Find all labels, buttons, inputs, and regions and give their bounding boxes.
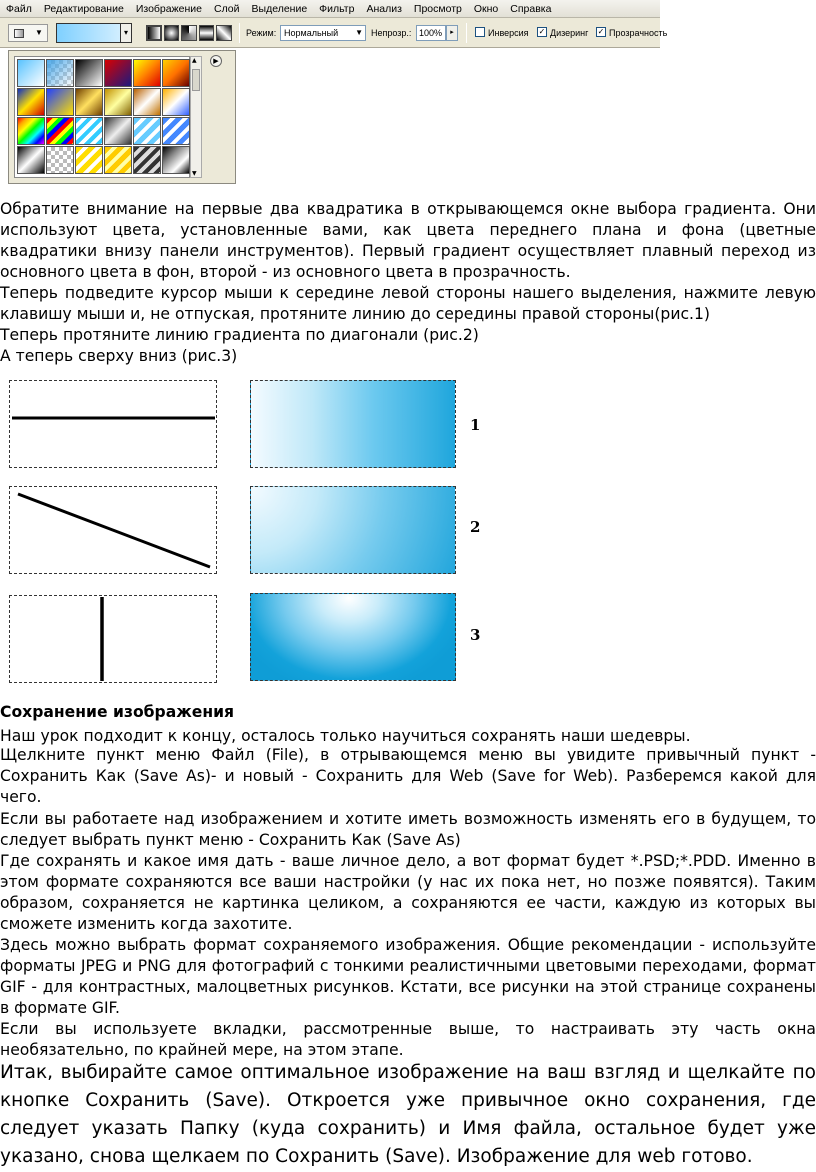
mode-value: Нормальный [284,28,339,38]
linear-gradient-icon[interactable] [146,25,162,41]
opacity-input[interactable]: 100% [416,25,446,41]
figure-3-selection [9,595,217,683]
figure-3-gradient-line [10,596,215,681]
photoshop-screenshot [0,0,668,186]
paragraph-drag-instruction: Теперь подведите курсор мыши к середине левой стороны нашего выделения, нажмите левую клавишу мыши и, не отпуская, протяните линию до середины правой стороны(рис.1) [0,284,816,323]
paragraph-final-save: Итак, выбирайте самое оптимальное изображение на ваш взгляд и щелкайте по кнопке Сохранить (Save). Откроется уже привычное окно сохранения, где следует указать Папку (куда сохранить) и Имя файла, остальное будет уже указано, снова щелкаем по Сохранить (Save). Изображение для web готово. [0,1062,816,1167]
gradient-swatch-grid [14,56,190,178]
gradient-swatch[interactable] [46,59,74,87]
paragraph-psd-format: Где сохранять и какое имя дать - ваше личное дело, а вот формат будет *.PSD;*.PDD. Именно в этом формате сохраняются все ваши настройки (у нас их пока нет, но позже появятся). Таким образом, сохраняется не картинка целиком, а сохраняются ее части, каждую из которых вы сможете изменить когда захотите. [0,852,816,933]
chevron-down-icon: ▼ [35,28,43,37]
opacity-label: Непрозр.: [371,28,412,38]
gradient-swatch[interactable] [46,88,74,116]
figure-1-gradient-line [10,381,215,466]
menu-layer[interactable]: Слой [213,2,240,15]
opacity-stepper[interactable]: ▸ [446,25,458,41]
gradient-swatch[interactable] [75,59,103,87]
angle-gradient-icon[interactable] [181,25,197,41]
gradient-swatch[interactable] [104,59,132,87]
chevron-up-icon[interactable]: ▲ [192,57,197,64]
menu-image[interactable]: Изображение [135,2,202,15]
gradient-swatch[interactable] [162,117,190,145]
transparency-checkbox[interactable]: ✓ [597,27,605,36]
separator [239,23,240,43]
gradient-swatch[interactable] [162,146,190,174]
options-bar [0,18,668,48]
menu-view[interactable]: Просмотр [413,2,462,15]
chevron-down-icon[interactable]: ▾ [120,24,131,42]
dither-checkbox[interactable]: ✓ [538,27,546,36]
panel-scrollbar[interactable] [190,56,202,178]
figure-2-gradient-line [10,487,215,572]
gradient-swatch[interactable] [162,59,190,87]
gradient-swatch[interactable] [17,146,45,174]
paragraph-lesson-end: Наш урок подходит к концу, осталось только научиться сохранять наши шедевры. [0,727,691,745]
gradient-picker-panel [8,50,236,184]
gradient-swatch[interactable] [17,117,45,145]
diamond-gradient-icon[interactable] [216,25,232,41]
gradient-swatch[interactable] [133,117,161,145]
menu-bar [0,0,660,18]
gradient-swatch[interactable] [133,59,161,87]
gradient-swatch[interactable] [104,117,132,145]
paragraph-save-as: Если вы работаете над изображением и хотите иметь возможность изменять его в будущем, то следует выбрать пункт меню - Сохранить Как (Save As) [0,810,816,849]
paragraph-file-menu: Щелкните пункт меню Файл (File), в отрывающемся меню вы увидите привычный пункт - Сохранить Как (Save As)- и новый - Сохранить для Web (Save for Web). Разберемся какой для чего. [0,746,816,806]
section-heading: Сохранение изображения [0,703,235,721]
gradient-swatch[interactable] [17,59,45,87]
menu-analysis[interactable]: Анализ [366,2,402,15]
gradient-type-buttons [146,25,232,41]
tool-preset-button[interactable] [8,24,48,42]
figure-2-selection [9,486,217,574]
paragraph-top-down: А теперь сверху вниз (рис.3) [0,347,238,365]
invert-label: Инверсия [488,28,529,38]
paragraph-format-choice: Здесь можно выбрать формат сохраняемого изображения. Общие рекомендации - используйте форматы JPEG и PNG для фотографий с тонкими реалистичными цветовыми переходами, формат GIF - для контрастных, малоцветных рисунков. Кстати, все рисунки на этой странице сохранены в формате GIF. [0,936,816,1017]
transparency-label: Прозрачность [609,28,668,38]
paragraph-diagonal: Теперь протяните линию градиента по диагонали (рис.2) [0,326,479,344]
figure-1-label: 1 [470,416,481,434]
gradient-swatch[interactable] [46,146,74,174]
figure-2-result [250,486,456,574]
figure-3-label: 3 [470,626,481,644]
gradient-swatch[interactable] [133,88,161,116]
scrollbar-thumb[interactable] [192,69,200,91]
paragraph-tabs: Если вы используете вкладки, рассмотренные выше, то настраивать эту часть окна необязательно, по крайней мере, на этом этапе. [0,1020,816,1059]
gradient-swatch[interactable] [46,117,74,145]
reflected-gradient-icon[interactable] [199,25,215,41]
gradient-swatch[interactable] [75,117,103,145]
chevron-down-icon[interactable]: ▼ [192,170,197,177]
chevron-down-icon: ▼ [355,28,363,37]
menu-help[interactable]: Справка [510,2,552,15]
radial-gradient-icon[interactable] [164,25,180,41]
gradient-swatch[interactable] [75,146,103,174]
gradient-swatch[interactable] [17,88,45,116]
invert-checkbox[interactable] [475,27,485,37]
paragraph-gradient-intro: Обратите внимание на первые два квадратика в открывающемся окне выбора градиента. Они используют цвета, установленные вами, как цвета переднего плана и фона (цветные квадратики внизу панели инструментов). Первый градиент осуществляет плавный переход из основного цвета в фон, второй - из основного цвета в прозрачность. [0,200,816,281]
gradient-swatch[interactable] [104,88,132,116]
menu-filter[interactable]: Фильтр [319,2,355,15]
figure-1-result [250,380,456,468]
gradient-swatch[interactable] [133,146,161,174]
gradient-tool-icon [14,29,24,38]
separator [466,23,467,43]
mode-label: Режим: [246,28,277,38]
dither-label: Дизеринг [550,28,589,38]
menu-window[interactable]: Окно [473,2,499,15]
menu-edit[interactable]: Редактирование [43,2,124,15]
mode-select[interactable] [280,25,366,41]
menu-select[interactable]: Выделение [251,2,308,15]
gradient-swatch[interactable] [104,146,132,174]
gradient-figures [0,376,500,686]
gradient-picker[interactable] [56,23,132,43]
figure-2-label: 2 [470,518,481,536]
figure-1-selection [9,380,217,468]
panel-menu-icon[interactable]: ▶ [210,55,222,67]
menu-file[interactable]: Файл [6,2,32,15]
figure-3-result [250,593,456,681]
gradient-swatch[interactable] [75,88,103,116]
gradient-swatch[interactable] [162,88,190,116]
